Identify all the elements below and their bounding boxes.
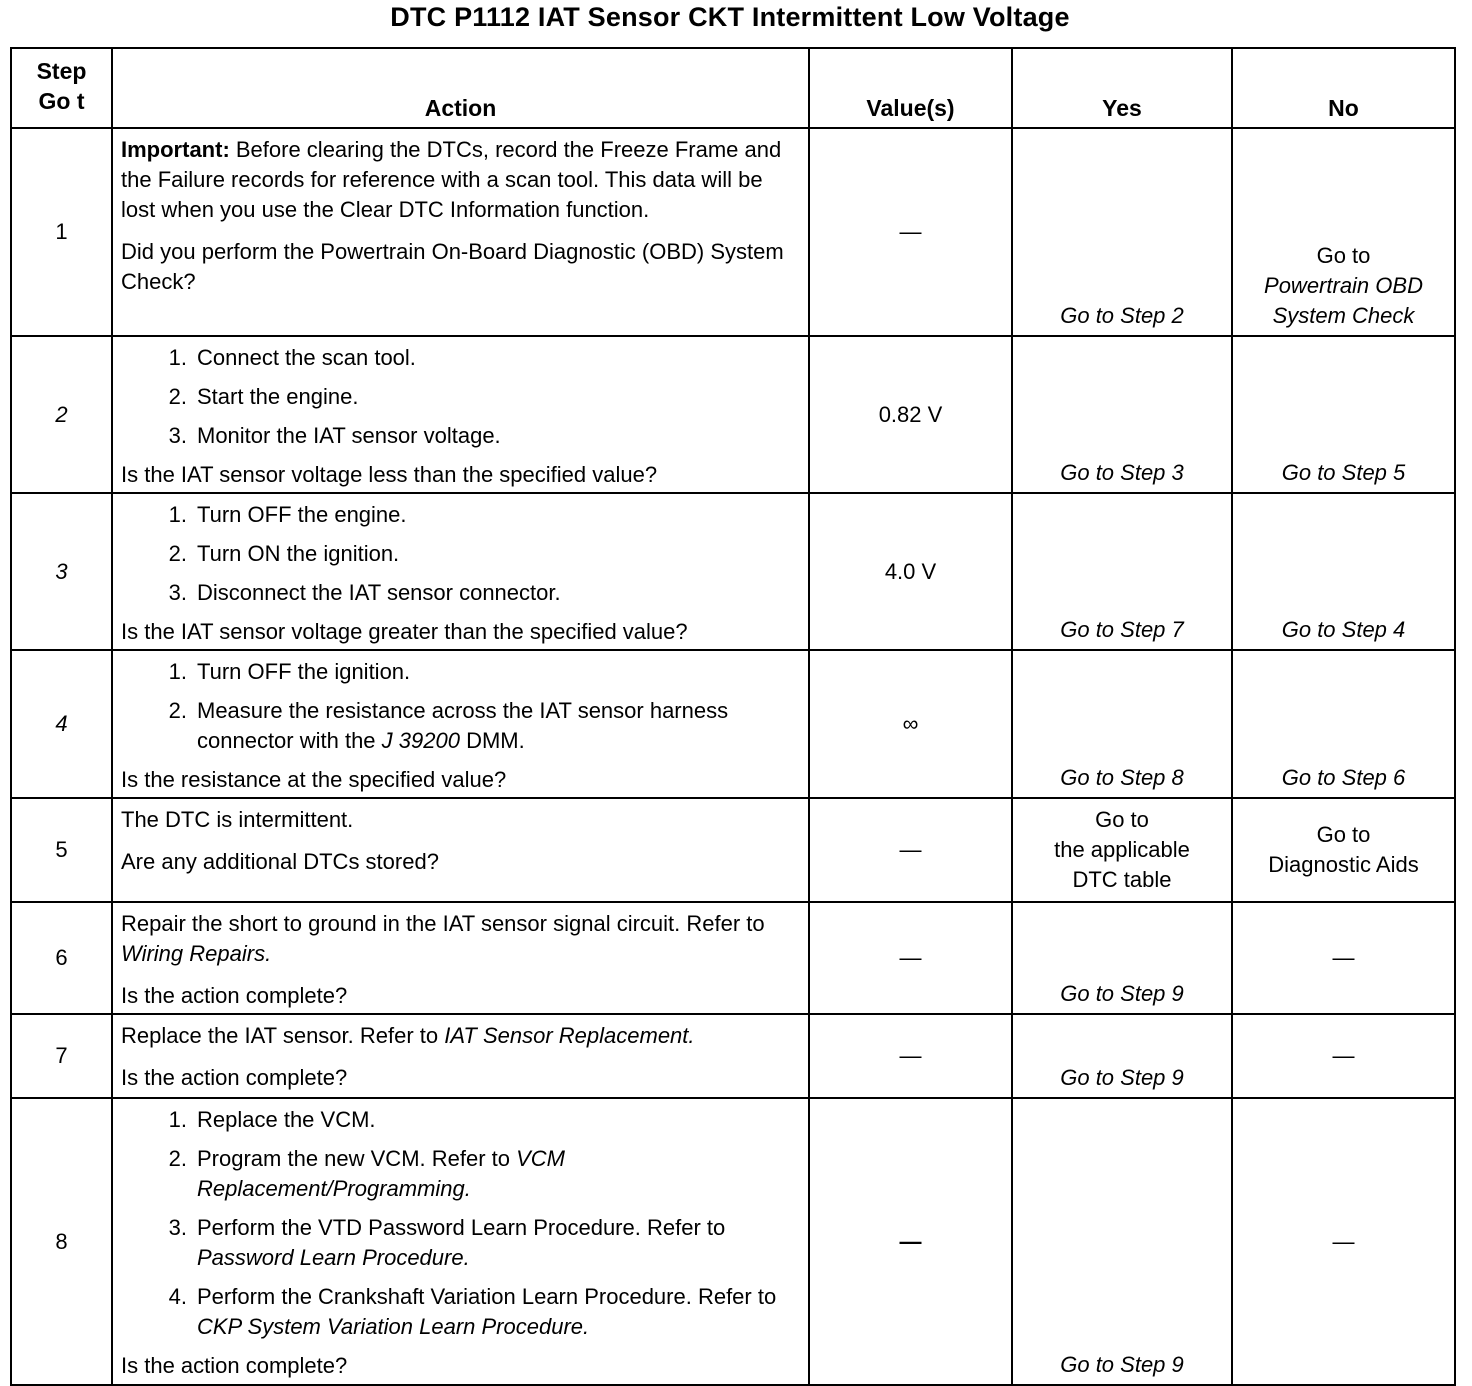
- yes-cell[interactable]: Go to Step 3: [1012, 336, 1232, 493]
- header-yes: Yes: [1012, 48, 1232, 128]
- page-title: DTC P1112 IAT Sensor CKT Intermittent Low Voltage: [390, 2, 1070, 32]
- table-row: [11, 128, 1455, 336]
- no-cell: —: [1232, 1098, 1455, 1385]
- value-cell: —: [809, 1014, 1012, 1098]
- yes-cell[interactable]: Go to Step 9: [1012, 1098, 1232, 1385]
- question: Is the resistance at the specified value?: [121, 767, 507, 792]
- step-number: 7: [11, 1014, 112, 1098]
- header-action: Action: [112, 48, 809, 128]
- table-row: [11, 1014, 1455, 1098]
- value-cell: 4.0 V: [809, 493, 1012, 650]
- step-number: 2: [11, 336, 112, 493]
- table-row: [11, 798, 1455, 902]
- yes-cell[interactable]: Go to Step 8: [1012, 650, 1232, 798]
- step-number: 4: [11, 650, 112, 798]
- no-cell[interactable]: Go to Diagnostic Aids: [1232, 798, 1455, 902]
- yes-cell[interactable]: Go to Step 9: [1012, 1014, 1232, 1098]
- action-cell: Replace the IAT sensor. Refer to IAT Sensor Replacement. Is the action complete?: [112, 1014, 809, 1098]
- action-cell: 1. Connect the scan tool. 2. Start the engine. 3. Monitor the IAT sensor voltage. Is the IAT sensor voltage less than the specified value?: [112, 336, 809, 493]
- question: Is the IAT sensor voltage less than the specified value?: [121, 462, 658, 487]
- yes-cell[interactable]: Go to Step 9: [1012, 902, 1232, 1014]
- header-row: [11, 48, 1455, 128]
- header-no: No: [1232, 48, 1455, 128]
- important-label: Important:: [121, 137, 230, 162]
- value-cell: —: [809, 128, 1012, 336]
- table-row: [11, 336, 1455, 493]
- value-cell: —: [809, 1098, 1012, 1385]
- step-number: 6: [11, 902, 112, 1014]
- yes-cell[interactable]: Go to Step 2: [1012, 128, 1232, 336]
- table-row: [11, 1098, 1455, 1385]
- action-cell: [112, 128, 809, 336]
- question: Is the action complete?: [121, 1065, 348, 1090]
- action-cell: [112, 798, 809, 902]
- no-cell: —: [1232, 1014, 1455, 1098]
- table-row: [11, 902, 1455, 1014]
- no-cell[interactable]: Go to Step 4: [1232, 493, 1455, 650]
- yes-cell[interactable]: Go to Step 7: [1012, 493, 1232, 650]
- no-cell[interactable]: Go to Step 6: [1232, 650, 1455, 798]
- no-cell[interactable]: Go to Powertrain OBD System Check: [1232, 128, 1455, 336]
- action-cell: 1. Replace the VCM. 2. Program the new VCM. Refer to VCM Replacement/Programming. 3. Perform the VTD Password Learn Procedure. Refer to Password Learn Procedure. 4. Perform the Crankshaft Variation Learn Procedure. Refer to CKP System Variation Learn Procedure. Is the action complete?: [112, 1098, 809, 1385]
- table-row: [11, 493, 1455, 650]
- step-number: 8: [11, 1098, 112, 1385]
- value-cell: —: [809, 902, 1012, 1014]
- value-cell: 0.82 V: [809, 336, 1012, 493]
- question: Are any additional DTCs stored?: [121, 849, 439, 874]
- question: Is the action complete?: [121, 1353, 348, 1378]
- action-cell: 1. Turn OFF the engine. 2. Turn ON the ignition. 3. Disconnect the IAT sensor connector. Is the IAT sensor voltage greater than the specified value?: [112, 493, 809, 650]
- question: Did you perform the Powertrain On-Board Diagnostic (OBD) System Check?: [121, 239, 784, 294]
- value-cell: —: [809, 798, 1012, 902]
- value-cell: ∞: [809, 650, 1012, 798]
- no-cell[interactable]: Go to Step 5: [1232, 336, 1455, 493]
- question: Is the IAT sensor voltage greater than the specified value?: [121, 619, 688, 644]
- header-step: Step Go t: [11, 48, 112, 128]
- action-cell: 1. Turn OFF the ignition. 2. Measure the resistance across the IAT sensor harness connector with the J 39200 DMM. Is the resistance at the specified value?: [112, 650, 809, 798]
- no-cell: —: [1232, 902, 1455, 1014]
- yes-cell[interactable]: Go to the applicable DTC table: [1012, 798, 1232, 902]
- important-text: Before clearing the DTCs, record the Freeze Frame and the Failure records for reference with a scan tool. This data will be lost when you use the Clear DTC Information function.: [121, 137, 782, 222]
- action-cell: Repair the short to ground in the IAT sensor signal circuit. Refer to Wiring Repairs. Is the action complete?: [112, 902, 809, 1014]
- action-text: The DTC is intermittent.: [121, 807, 354, 832]
- step-number: 3: [11, 493, 112, 650]
- header-values: Value(s): [809, 48, 1012, 128]
- question: Is the action complete?: [121, 983, 348, 1008]
- step-number: 1: [11, 128, 112, 336]
- diagnostic-table: [10, 47, 1456, 1386]
- table-row: [11, 650, 1455, 798]
- step-number: 5: [11, 798, 112, 902]
